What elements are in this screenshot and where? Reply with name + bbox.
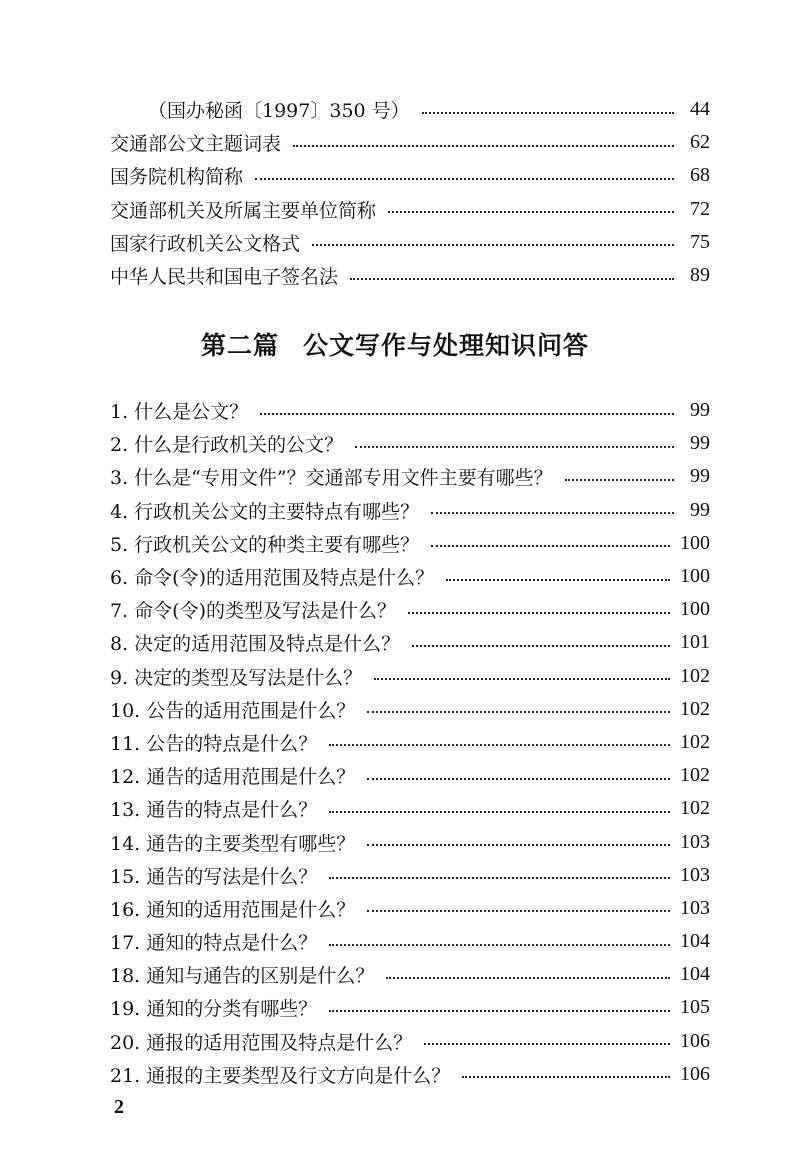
dot-leader bbox=[350, 278, 674, 280]
toc-entry bbox=[110, 226, 710, 259]
dot-leader bbox=[386, 977, 670, 979]
toc-entry-page: 103 bbox=[680, 830, 710, 853]
toc-entry-title: 15. 通告的写法是什么？ bbox=[110, 865, 318, 888]
toc-entry bbox=[110, 560, 710, 593]
dot-leader bbox=[312, 244, 674, 246]
toc-entry bbox=[110, 726, 710, 759]
dot-leader bbox=[293, 145, 674, 147]
section-number: 第二篇 bbox=[200, 331, 279, 360]
toc-entry bbox=[110, 792, 710, 825]
toc-entry-page: 101 bbox=[680, 631, 710, 654]
dot-leader bbox=[367, 711, 670, 713]
toc-entry-page: 72 bbox=[690, 197, 710, 220]
toc-entry-title: 16. 通知的适用范围是什么？ bbox=[110, 898, 356, 921]
toc-entry-title: 交通部机关及所属主要单位简称 bbox=[110, 199, 377, 222]
toc-entry-title: 国家行政机关公文格式 bbox=[110, 232, 301, 255]
toc-entry-title: 5. 行政机关公文的种类主要有哪些？ bbox=[110, 533, 420, 556]
toc-entry bbox=[110, 527, 710, 560]
dot-leader bbox=[329, 744, 670, 746]
toc-entry bbox=[110, 259, 710, 292]
toc-entry-title: 10. 公告的适用范围是什么？ bbox=[110, 699, 356, 722]
toc-entry-title: 8. 决定的适用范围及特点是什么？ bbox=[110, 633, 401, 656]
toc-entry-page: 62 bbox=[690, 131, 710, 154]
dot-leader bbox=[255, 178, 674, 180]
dot-leader bbox=[431, 545, 670, 547]
appendix-toc-list bbox=[110, 93, 710, 292]
dot-leader bbox=[367, 844, 670, 846]
toc-entry bbox=[110, 859, 710, 892]
toc-entry-page: 102 bbox=[680, 797, 710, 820]
toc-entry bbox=[110, 593, 710, 626]
toc-entry-title: 11. 公告的特点是什么？ bbox=[110, 732, 318, 755]
toc-entry bbox=[110, 825, 710, 858]
toc-entry bbox=[110, 925, 710, 958]
toc-entry-page: 68 bbox=[690, 164, 710, 187]
toc-entry-title: 中华人民共和国电子签名法 bbox=[110, 266, 339, 289]
dot-leader bbox=[374, 678, 670, 680]
toc-entry-page: 103 bbox=[680, 863, 710, 886]
dot-leader bbox=[329, 1010, 670, 1012]
dot-leader bbox=[355, 446, 674, 448]
toc-entry-page: 99 bbox=[690, 498, 710, 521]
toc-entry-title: 1. 什么是公文？ bbox=[110, 401, 249, 424]
dot-leader bbox=[260, 413, 674, 415]
dot-leader bbox=[565, 479, 674, 481]
toc-entry-page: 102 bbox=[680, 730, 710, 753]
toc-entry bbox=[110, 892, 710, 925]
qa-toc-list bbox=[110, 394, 710, 1091]
dot-leader bbox=[329, 877, 670, 879]
toc-entry-title: 12. 通告的适用范围是什么？ bbox=[110, 766, 356, 789]
toc-entry-title: 13. 通告的特点是什么？ bbox=[110, 799, 318, 822]
toc-entry-title: 9. 决定的类型及写法是什么？ bbox=[110, 666, 363, 689]
toc-entry bbox=[110, 991, 710, 1024]
dot-leader bbox=[367, 778, 670, 780]
dot-leader bbox=[329, 944, 670, 946]
toc-entry-page: 100 bbox=[680, 598, 710, 621]
toc-entry-page: 99 bbox=[690, 432, 710, 455]
toc-entry-page: 104 bbox=[680, 963, 710, 986]
dot-leader bbox=[462, 1076, 670, 1078]
toc-entry-title: 6. 命令(令)的适用范围及特点是什么？ bbox=[110, 567, 434, 590]
toc-entry-title: 2. 什么是行政机关的公文？ bbox=[110, 434, 344, 457]
dot-leader bbox=[329, 811, 670, 813]
toc-entry-title: 3. 什么是“专用文件”？交通部专用文件主要有哪些？ bbox=[110, 467, 553, 490]
toc-entry-page: 100 bbox=[680, 565, 710, 588]
toc-entry bbox=[110, 193, 710, 226]
toc-entry-page: 106 bbox=[680, 1062, 710, 1085]
toc-entry-page: 104 bbox=[680, 930, 710, 953]
section-heading bbox=[0, 326, 790, 362]
toc-entry-title: 7. 命令(令)的类型及写法是什么？ bbox=[110, 600, 396, 623]
toc-entry-title: 19. 通知的分类有哪些？ bbox=[110, 998, 318, 1021]
toc-entry bbox=[110, 1058, 710, 1091]
toc-entry-title: 4. 行政机关公文的主要特点有哪些？ bbox=[110, 500, 420, 523]
toc-entry bbox=[110, 626, 710, 659]
toc-entry-title: 14. 通告的主要类型有哪些？ bbox=[110, 832, 356, 855]
toc-entry-title: 20. 通报的适用范围及特点是什么？ bbox=[110, 1031, 413, 1054]
toc-entry bbox=[110, 93, 710, 126]
toc-entry-page: 106 bbox=[680, 1029, 710, 1052]
toc-entry bbox=[110, 1025, 710, 1058]
toc-entry-page: 44 bbox=[690, 98, 710, 121]
toc-entry-title: （国办秘函〔1997〕350 号） bbox=[148, 100, 410, 123]
toc-entry bbox=[110, 958, 710, 991]
toc-entry bbox=[110, 394, 710, 427]
toc-entry-title: 国务院机构简称 bbox=[110, 166, 244, 189]
toc-entry-page: 100 bbox=[680, 531, 710, 554]
section-title: 公文写作与处理知识问答 bbox=[303, 331, 590, 360]
toc-entry-page: 103 bbox=[680, 896, 710, 919]
toc-entry bbox=[110, 460, 710, 493]
dot-leader bbox=[367, 910, 670, 912]
dot-leader bbox=[412, 645, 670, 647]
dot-leader bbox=[408, 612, 670, 614]
toc-entry bbox=[110, 159, 710, 192]
toc-entry bbox=[110, 427, 710, 460]
toc-entry-title: 交通部公文主题词表 bbox=[110, 133, 282, 156]
toc-entry-page: 89 bbox=[690, 264, 710, 287]
toc-entry bbox=[110, 660, 710, 693]
toc-entry-page: 102 bbox=[680, 664, 710, 687]
page-number: 2 bbox=[114, 1096, 124, 1118]
toc-entry bbox=[110, 126, 710, 159]
toc-entry-title: 18. 通知与通告的区别是什么？ bbox=[110, 965, 375, 988]
toc-entry-page: 99 bbox=[690, 399, 710, 422]
toc-entry bbox=[110, 494, 710, 527]
toc-entry-page: 105 bbox=[680, 996, 710, 1019]
toc-entry-title: 17. 通知的特点是什么？ bbox=[110, 932, 318, 955]
toc-entry bbox=[110, 693, 710, 726]
dot-leader bbox=[424, 1043, 670, 1045]
toc-entry-page: 102 bbox=[680, 697, 710, 720]
toc-entry-page: 102 bbox=[680, 764, 710, 787]
dot-leader bbox=[446, 579, 670, 581]
dot-leader bbox=[422, 112, 674, 114]
toc-entry-page: 99 bbox=[690, 465, 710, 488]
toc-entry bbox=[110, 759, 710, 792]
toc-entry-title: 21. 通报的主要类型及行文方向是什么？ bbox=[110, 1064, 451, 1087]
dot-leader bbox=[431, 512, 674, 514]
dot-leader bbox=[388, 211, 674, 213]
toc-entry-page: 75 bbox=[690, 230, 710, 253]
